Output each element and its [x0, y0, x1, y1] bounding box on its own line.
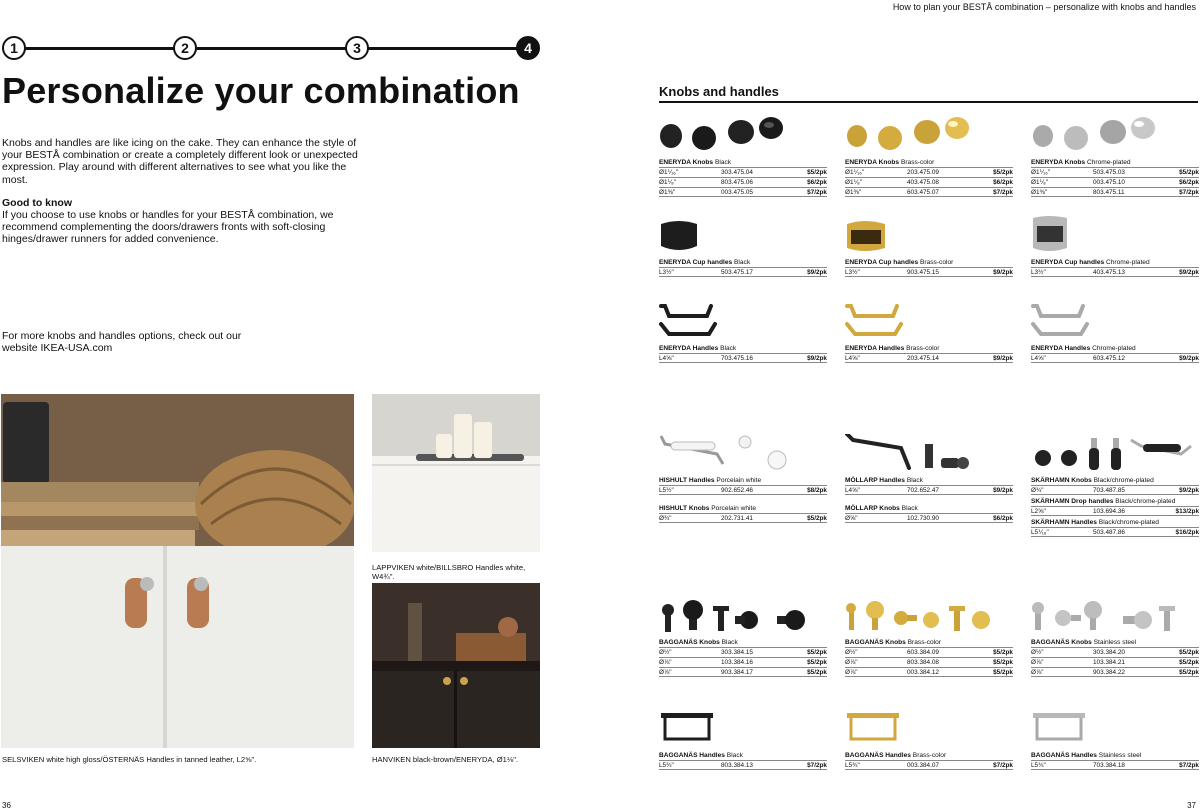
product-finish: Black	[726, 752, 743, 759]
table-row	[845, 647, 1013, 657]
good-to-know-text: If you choose to use knobs or handles for your BESTÅ combination, we recommend complementing the doors/drawers fronts with soft-closing hinges/drawer runners for added convenience.	[2, 209, 334, 246]
eneryda-knobs-brass-image	[845, 116, 1013, 156]
product-rows	[1031, 267, 1199, 277]
bagganas-knobs-steel-image	[1031, 596, 1199, 636]
article-number: 702.652.47	[907, 487, 939, 494]
product-name: ENERYDA Handles	[1031, 345, 1091, 352]
product-rows	[1031, 647, 1199, 677]
product-price: $13/2pk	[1175, 508, 1199, 515]
product-price: $5/2pk	[1179, 669, 1199, 676]
product-finish: Stainless steel	[1093, 639, 1137, 646]
product-price: $6/2pk	[993, 179, 1013, 186]
product-price: $5/2pk	[993, 649, 1013, 656]
product-size: L4⅝"	[845, 355, 860, 362]
hanviken-caption: HANVIKEN black-brown/ENERYDA, Ø1⅛".	[372, 755, 519, 764]
table-row	[659, 187, 827, 197]
product-rows	[845, 647, 1013, 677]
product-price: $5/2pk	[807, 515, 827, 522]
article-number: 003.384.07	[907, 762, 939, 769]
product-name-line	[1031, 259, 1199, 267]
table-row	[1031, 187, 1199, 197]
skarhamn-image	[1031, 434, 1199, 474]
product-name: BAGGANÄS Handles	[1031, 752, 1097, 759]
eneryda-knobs-chrome-image	[1031, 116, 1199, 156]
product-price: $5/2pk	[993, 169, 1013, 176]
product-name: HISHULT Handles	[659, 477, 715, 484]
product-eneryda-handles-chrome	[1031, 302, 1199, 363]
product-rows	[845, 485, 1013, 495]
product-size: L2⅝"	[1031, 508, 1046, 515]
product-finish: Stainless steel	[1098, 752, 1142, 759]
lappviken-caption: LAPPVIKEN white/BILLSBRO Handles white, W4¾".	[372, 563, 526, 581]
table-row	[659, 485, 827, 495]
article-number: 603.475.12	[1093, 355, 1125, 362]
product-price: $9/2pk	[1179, 269, 1199, 276]
article-number: 003.384.12	[907, 669, 939, 676]
article-number: 003.475.10	[1093, 179, 1125, 186]
product-name-line	[845, 639, 1013, 647]
article-number: 102.730.90	[907, 515, 939, 522]
table-row	[1031, 267, 1199, 277]
product-price: $5/2pk	[807, 649, 827, 656]
table-row	[659, 647, 827, 657]
product-price: $7/2pk	[1179, 762, 1199, 769]
table-row	[1031, 527, 1199, 537]
product-rows	[659, 353, 827, 363]
more-options-text: For more knobs and handles options, check out our website IKEA-USA.com	[2, 330, 242, 355]
product-rows	[1031, 527, 1199, 537]
product-bagganas-handles-black	[659, 709, 827, 770]
table-row	[1031, 647, 1199, 657]
article-number: 403.475.13	[1093, 269, 1125, 276]
product-name: BAGGANÄS Handles	[659, 752, 725, 759]
product-finish: Brass-color	[907, 639, 941, 646]
product-name-line	[659, 505, 827, 513]
product-price: $6/2pk	[807, 179, 827, 186]
product-hishult	[659, 434, 827, 523]
bagganas-knobs-brass-image	[845, 596, 1013, 636]
table-row	[1031, 177, 1199, 187]
product-name-line	[659, 477, 827, 485]
page-number-right: 37	[1187, 801, 1196, 810]
product-bagganas-knobs-brass	[845, 596, 1013, 677]
product-name: HISHULT Knobs	[659, 505, 710, 512]
product-size: L5⅟₁₆"	[1031, 529, 1049, 536]
step-progress	[2, 36, 542, 62]
table-row	[845, 167, 1013, 177]
eneryda-cup-chrome-image	[1031, 216, 1199, 256]
product-eneryda-knobs-black	[659, 116, 827, 197]
section-title: Knobs and handles	[659, 84, 779, 99]
product-name-line	[1031, 519, 1199, 527]
product-finish: Black/chrome-plated	[1093, 477, 1154, 484]
product-size: Ø1⅟₁₆"	[659, 169, 679, 176]
product-finish: Brass-color	[920, 259, 954, 266]
product-name: BAGGANÄS Knobs	[1031, 639, 1092, 646]
product-size: Ø½"	[845, 649, 858, 656]
article-number: 803.475.06	[721, 179, 753, 186]
table-row	[1031, 485, 1199, 495]
product-name-line	[1031, 477, 1199, 485]
product-name-line	[659, 159, 827, 167]
article-number: 103.384.21	[1093, 659, 1125, 666]
product-rows	[1031, 485, 1199, 495]
product-size: Ø1⅟₈"	[659, 179, 677, 186]
product-bagganas-handles-steel	[1031, 709, 1199, 770]
article-number: 703.384.18	[1093, 762, 1125, 769]
product-finish: Black/chrome-plated	[1115, 498, 1176, 505]
product-rows	[845, 513, 1013, 523]
product-name-line	[659, 259, 827, 267]
product-rows	[1031, 167, 1199, 197]
bagganas-handles-black-image	[659, 709, 827, 749]
article-number: 803.475.11	[1093, 189, 1125, 196]
product-eneryda-cup-black	[659, 216, 827, 277]
product-name-line	[659, 752, 827, 760]
table-row	[845, 760, 1013, 770]
product-size: Ø1⅟₈"	[1031, 179, 1049, 186]
step-4-current: 4	[516, 36, 540, 60]
product-name: ENERYDA Cup handles	[845, 259, 919, 266]
product-name: ENERYDA Knobs	[659, 159, 714, 166]
product-name-line	[659, 345, 827, 353]
product-finish: Porcelain white	[716, 477, 762, 484]
product-size: L5¾"	[1031, 762, 1046, 769]
product-bagganas-handles-brass	[845, 709, 1013, 770]
product-name: SKÄRHAMN Drop handles	[1031, 498, 1114, 505]
product-size: Ø½"	[1031, 649, 1044, 656]
article-number: 403.475.08	[907, 179, 939, 186]
mollarp-image	[845, 434, 1013, 474]
product-finish: Black	[714, 159, 732, 166]
table-row	[659, 667, 827, 677]
product-bagganas-knobs-black	[659, 596, 827, 677]
article-number: 303.384.20	[1093, 649, 1125, 656]
product-name-line	[845, 505, 1013, 513]
article-number: 503.475.17	[721, 269, 753, 276]
product-rows	[1031, 760, 1199, 770]
table-row	[659, 513, 827, 523]
product-finish: Black	[720, 345, 737, 352]
product-price: $9/2pk	[807, 355, 827, 362]
table-row	[845, 353, 1013, 363]
article-number: 803.384.13	[721, 762, 753, 769]
eneryda-handles-black-image	[659, 302, 827, 342]
product-name: ENERYDA Cup handles	[1031, 259, 1105, 266]
product-name: SKÄRHAMN Knobs	[1031, 477, 1092, 484]
table-row	[659, 353, 827, 363]
product-finish: Black	[901, 505, 918, 512]
product-eneryda-handles-brass	[845, 302, 1013, 363]
product-name: MÖLLARP Knobs	[845, 505, 900, 512]
product-name: ENERYDA Handles	[845, 345, 905, 352]
table-row	[659, 657, 827, 667]
product-price: $5/2pk	[993, 669, 1013, 676]
article-number: 903.475.15	[907, 269, 939, 276]
product-finish: Porcelain white	[711, 505, 756, 512]
product-name-line	[1031, 345, 1199, 353]
product-rows	[659, 513, 827, 523]
running-head: How to plan your BESTÅ combination – personalize with knobs and handles	[892, 2, 1196, 12]
product-price: $9/2pk	[993, 487, 1013, 494]
hanviken-photo	[372, 583, 540, 748]
product-skarhamn	[1031, 434, 1199, 537]
article-number: 003.475.05	[721, 189, 753, 196]
product-size: Ø⅞"	[659, 659, 672, 666]
product-rows	[845, 353, 1013, 363]
section-rule	[659, 101, 1198, 103]
product-finish: Brass-color	[906, 345, 940, 352]
product-price: $7/2pk	[993, 762, 1013, 769]
product-price: $9/2pk	[993, 269, 1013, 276]
product-price: $16/2pk	[1175, 529, 1199, 536]
table-row	[659, 760, 827, 770]
product-finish: Chrome-plated	[1086, 159, 1131, 166]
product-price: $9/2pk	[993, 355, 1013, 362]
product-name: ENERYDA Handles	[659, 345, 719, 352]
product-price: $9/2pk	[807, 269, 827, 276]
product-rows	[845, 267, 1013, 277]
good-to-know-title: Good to know	[2, 197, 72, 209]
lappviken-photo	[372, 394, 540, 552]
product-price: $5/2pk	[1179, 169, 1199, 176]
article-number: 703.475.16	[721, 355, 753, 362]
product-finish: Chrome-plated	[1092, 345, 1136, 352]
eneryda-handles-brass-image	[845, 302, 1013, 342]
eneryda-knobs-black-rows	[659, 167, 827, 197]
product-name: ENERYDA Knobs	[845, 159, 900, 166]
product-size: Ø⅞"	[659, 669, 672, 676]
eneryda-handles-chrome-image	[1031, 302, 1199, 342]
step-progress-line	[14, 47, 528, 50]
product-name: MÖLLARP Handles	[845, 477, 905, 484]
product-eneryda-cup-brass	[845, 216, 1013, 277]
eneryda-cup-brass-image	[845, 216, 1013, 256]
product-price: $6/2pk	[993, 515, 1013, 522]
bagganas-knobs-black-image	[659, 596, 827, 636]
product-finish: Black/chrome-plated	[1098, 519, 1159, 526]
product-size: Ø1⅜"	[845, 189, 862, 196]
product-price: $5/2pk	[1179, 649, 1199, 656]
product-name-line	[1031, 498, 1199, 506]
product-size: Ø⅝"	[845, 515, 858, 522]
product-eneryda-handles-black	[659, 302, 827, 363]
table-row	[1031, 167, 1199, 177]
product-price: $8/2pk	[807, 487, 827, 494]
selsviken-photo	[1, 394, 354, 748]
product-finish: Black	[734, 259, 751, 266]
product-price: $5/2pk	[807, 169, 827, 176]
hishult-image	[659, 434, 827, 474]
table-row	[845, 485, 1013, 495]
product-price: $7/2pk	[1179, 189, 1199, 196]
step-3: 3	[345, 36, 369, 60]
product-name-line	[1031, 159, 1199, 167]
product-name-line	[845, 752, 1013, 760]
product-price: $7/2pk	[807, 189, 827, 196]
table-row	[845, 667, 1013, 677]
table-row	[845, 187, 1013, 197]
product-rows	[1031, 506, 1199, 516]
product-size: Ø⅞"	[845, 669, 858, 676]
product-size: Ø½"	[659, 649, 672, 656]
article-number: 803.384.08	[907, 659, 939, 666]
product-price: $7/2pk	[807, 762, 827, 769]
table-row	[1031, 657, 1199, 667]
product-size: L5½"	[659, 487, 674, 494]
product-size: Ø¾"	[659, 515, 672, 522]
product-size: L3½"	[845, 269, 860, 276]
product-price: $5/2pk	[807, 659, 827, 666]
product-finish: Brass-color	[900, 159, 935, 166]
product-name: BAGGANÄS Knobs	[845, 639, 906, 646]
product-price: $5/2pk	[807, 669, 827, 676]
table-row	[1031, 353, 1199, 363]
product-size: Ø¾"	[1031, 487, 1044, 494]
bagganas-handles-steel-image	[1031, 709, 1199, 749]
selsviken-caption: SELSVIKEN white high gloss/ÖSTERNÄS Handles in tanned leather, L2⅝".	[2, 755, 257, 764]
table-row	[659, 177, 827, 187]
table-row	[845, 513, 1013, 523]
table-row	[1031, 760, 1199, 770]
product-size: Ø1⅟₁₆"	[1031, 169, 1051, 176]
product-finish: Chrome-plated	[1106, 259, 1150, 266]
product-rows	[845, 167, 1013, 197]
product-size: L4⅝"	[1031, 355, 1046, 362]
article-number: 202.731.41	[721, 515, 753, 522]
article-number: 902.652.46	[721, 487, 753, 494]
product-name: BAGGANÄS Knobs	[659, 639, 720, 646]
article-number: 603.384.09	[907, 649, 939, 656]
article-number: 103.694.36	[1093, 508, 1125, 515]
article-number: 203.475.14	[907, 355, 939, 362]
page-headline: Personalize your combination	[2, 70, 520, 111]
intro-text: Knobs and handles are like icing on the cake. They can enhance the style of your BESTÅ combination or create a completely different look or unexpected expression. Play around with different alternatives to see what you like the most.	[2, 137, 358, 186]
product-name-line	[845, 259, 1013, 267]
step-2: 2	[173, 36, 197, 60]
product-rows	[659, 485, 827, 495]
product-rows	[659, 760, 827, 770]
product-size: Ø⅞"	[1031, 659, 1044, 666]
table-row	[845, 657, 1013, 667]
article-number: 703.487.85	[1093, 487, 1125, 494]
product-name-line	[1031, 639, 1199, 647]
table-row	[659, 267, 827, 277]
product-name: ENERYDA Cup handles	[659, 259, 733, 266]
product-size: Ø1⅜"	[659, 189, 676, 196]
product-size: L5¾"	[845, 762, 860, 769]
product-eneryda-knobs-brass	[845, 116, 1013, 197]
product-size: L5¾"	[659, 762, 674, 769]
product-name: SKÄRHAMN Handles	[1031, 519, 1097, 526]
product-size: Ø1⅜"	[1031, 189, 1048, 196]
product-rows	[1031, 353, 1199, 363]
article-number: 303.384.15	[721, 649, 753, 656]
product-size: Ø⅞"	[845, 659, 858, 666]
table-row	[845, 267, 1013, 277]
product-size: L4⅝"	[659, 355, 674, 362]
product-rows	[845, 760, 1013, 770]
step-1: 1	[2, 36, 26, 60]
product-price: $7/2pk	[993, 189, 1013, 196]
product-finish: Black	[906, 477, 923, 484]
product-mollarp	[845, 434, 1013, 523]
product-name-line	[659, 639, 827, 647]
product-name-line	[845, 477, 1013, 485]
product-name: BAGGANÄS Handles	[845, 752, 911, 759]
product-finish: Brass-color	[912, 752, 947, 759]
eneryda-cup-black-image	[659, 216, 827, 256]
product-price: $5/2pk	[1179, 659, 1199, 666]
article-number: 903.384.17	[721, 669, 753, 676]
product-size: Ø1⅟₈"	[845, 179, 863, 186]
article-number: 603.475.07	[907, 189, 939, 196]
product-size: L3½"	[1031, 269, 1046, 276]
product-price: $9/2pk	[1179, 487, 1199, 494]
product-eneryda-cup-chrome	[1031, 216, 1199, 277]
table-row	[659, 167, 827, 177]
table-row	[845, 177, 1013, 187]
product-finish: Black	[721, 639, 738, 646]
article-number: 103.384.16	[721, 659, 753, 666]
product-price: $5/2pk	[993, 659, 1013, 666]
product-rows	[659, 267, 827, 277]
product-price: $9/2pk	[1179, 355, 1199, 362]
product-size: Ø1⅟₁₆"	[845, 169, 865, 176]
table-row	[1031, 506, 1199, 516]
product-name-line	[845, 159, 1013, 167]
eneryda-knobs-black-image	[659, 116, 827, 156]
product-size: L4⅝"	[845, 487, 860, 494]
article-number: 203.475.09	[907, 169, 939, 176]
bagganas-handles-brass-image	[845, 709, 1013, 749]
product-eneryda-knobs-chrome	[1031, 116, 1199, 197]
product-name-line	[1031, 752, 1199, 760]
product-size: L3½"	[659, 269, 674, 276]
article-number: 503.487.86	[1093, 529, 1125, 536]
article-number: 903.384.22	[1093, 669, 1125, 676]
article-number: 303.475.04	[721, 169, 753, 176]
product-name: ENERYDA Knobs	[1031, 159, 1086, 166]
article-number: 503.475.03	[1093, 169, 1125, 176]
product-rows	[659, 647, 827, 677]
page-number-left: 36	[2, 801, 11, 810]
product-price: $6/2pk	[1179, 179, 1199, 186]
product-bagganas-knobs-steel	[1031, 596, 1199, 677]
product-size: Ø⅞"	[1031, 669, 1044, 676]
product-name-line	[845, 345, 1013, 353]
table-row	[1031, 667, 1199, 677]
